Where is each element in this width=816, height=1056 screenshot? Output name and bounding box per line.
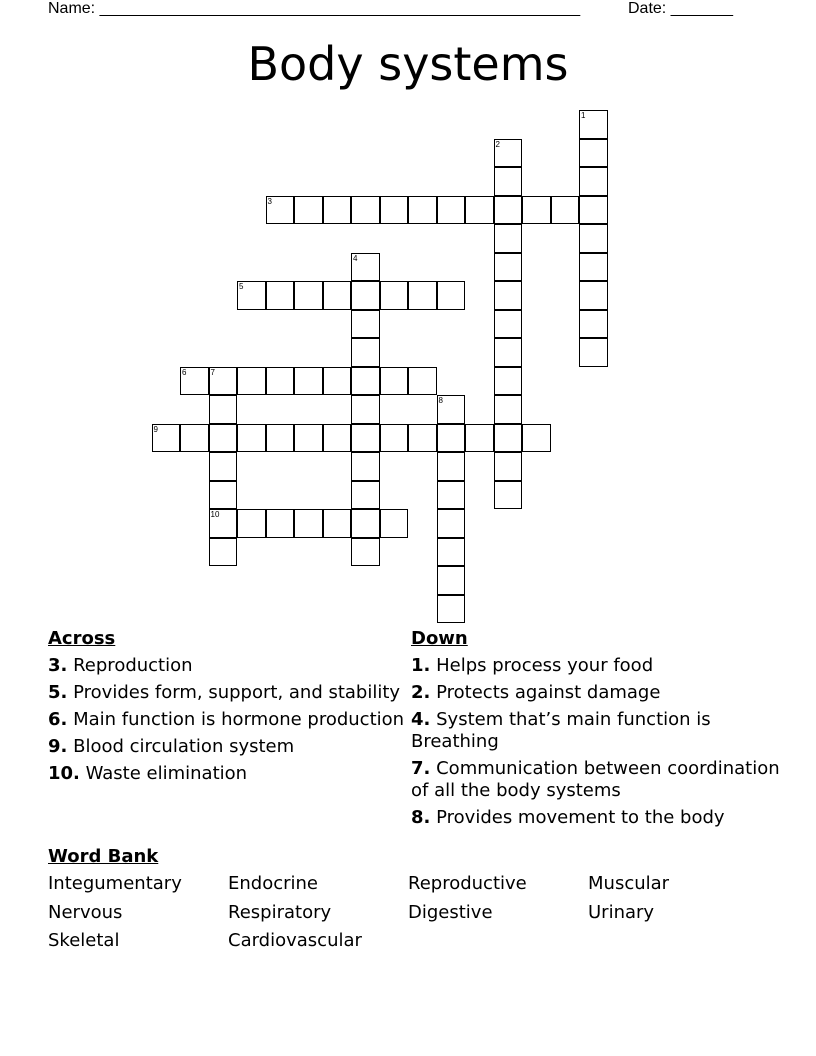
grid-cell[interactable] bbox=[209, 538, 238, 567]
grid-cell[interactable] bbox=[494, 310, 523, 339]
clue-text: Protects against damage bbox=[436, 682, 661, 703]
cell-number: 2 bbox=[495, 139, 500, 149]
grid-cell[interactable] bbox=[494, 367, 523, 396]
grid-cell[interactable] bbox=[437, 538, 466, 567]
name-field[interactable]: Name: ______________________________________________________ bbox=[48, 0, 581, 17]
clue-number: 10. bbox=[48, 763, 80, 784]
clue-text: Waste elimination bbox=[85, 763, 248, 784]
grid-cell[interactable] bbox=[294, 424, 323, 453]
grid-cell[interactable] bbox=[209, 509, 238, 538]
grid-cell[interactable] bbox=[351, 310, 380, 339]
clue-text: Reproduction bbox=[73, 655, 193, 676]
grid-cell[interactable] bbox=[494, 253, 523, 282]
cell-number: 5 bbox=[239, 282, 244, 291]
grid-cell[interactable] bbox=[180, 367, 209, 396]
clue-across-10 bbox=[48, 763, 408, 785]
grid-cell[interactable] bbox=[408, 196, 437, 225]
clue-text: Provides movement to the body bbox=[436, 807, 725, 828]
grid-cell[interactable] bbox=[494, 424, 523, 453]
clue-text: System that’s main function is Breathing bbox=[411, 709, 711, 752]
grid-cell[interactable] bbox=[579, 167, 608, 196]
clue-down-1 bbox=[411, 655, 781, 677]
grid-cell[interactable] bbox=[494, 196, 523, 225]
across-clues bbox=[48, 628, 408, 790]
grid-cell[interactable] bbox=[579, 253, 608, 282]
grid-cell[interactable] bbox=[209, 481, 238, 510]
cell-number: 7 bbox=[210, 367, 215, 377]
grid-cell[interactable] bbox=[494, 167, 523, 196]
word-bank-item: Digestive bbox=[408, 902, 493, 923]
cell-number: 8 bbox=[438, 396, 443, 405]
grid-cell[interactable] bbox=[437, 595, 466, 624]
clue-across-3 bbox=[48, 655, 408, 677]
grid-cell[interactable] bbox=[351, 253, 380, 282]
grid-cell[interactable] bbox=[579, 281, 608, 310]
grid-cell[interactable] bbox=[266, 281, 295, 310]
clue-text: Blood circulation system bbox=[73, 736, 295, 757]
clue-number: 2. bbox=[411, 682, 431, 703]
grid-cell[interactable] bbox=[437, 424, 466, 453]
clue-number: 5. bbox=[48, 682, 68, 703]
grid-cell[interactable] bbox=[351, 196, 380, 225]
word-bank-item: Reproductive bbox=[408, 873, 527, 894]
grid-cell[interactable] bbox=[323, 196, 352, 225]
grid-cell[interactable] bbox=[351, 481, 380, 510]
cell-number: 10 bbox=[210, 510, 220, 519]
clue-text: Main function is hormone production bbox=[73, 709, 405, 730]
grid-cell[interactable] bbox=[465, 196, 494, 225]
grid-cell[interactable] bbox=[380, 424, 409, 453]
grid-cell[interactable] bbox=[266, 509, 295, 538]
grid-cell[interactable] bbox=[408, 281, 437, 310]
clue-across-9 bbox=[48, 736, 408, 758]
word-bank-item: Nervous bbox=[48, 902, 123, 923]
grid-cell[interactable] bbox=[579, 310, 608, 339]
grid-cell[interactable] bbox=[437, 452, 466, 481]
grid-cell[interactable] bbox=[323, 367, 352, 396]
clue-text: Helps process your food bbox=[436, 655, 654, 676]
grid-cell[interactable] bbox=[494, 338, 523, 367]
grid-cell[interactable] bbox=[437, 509, 466, 538]
cell-number: 4 bbox=[353, 253, 358, 263]
grid-cell[interactable] bbox=[294, 367, 323, 396]
word-bank-item: Endocrine bbox=[228, 873, 318, 894]
grid-cell[interactable] bbox=[237, 367, 266, 396]
clue-number: 3. bbox=[48, 655, 68, 676]
cell-number: 9 bbox=[153, 424, 158, 434]
grid-cell[interactable] bbox=[294, 196, 323, 225]
grid-cell[interactable] bbox=[209, 424, 238, 453]
cell-number: 3 bbox=[267, 196, 272, 206]
grid-cell[interactable] bbox=[351, 367, 380, 396]
clue-number: 8. bbox=[411, 807, 431, 828]
date-field[interactable]: Date: _______ bbox=[628, 0, 733, 17]
grid-cell[interactable] bbox=[408, 424, 437, 453]
word-bank-item: Cardiovascular bbox=[228, 930, 362, 951]
clue-number: 1. bbox=[411, 655, 431, 676]
word-bank-item: Skeletal bbox=[48, 930, 120, 951]
grid-cell[interactable] bbox=[522, 424, 551, 453]
grid-cell[interactable] bbox=[237, 424, 266, 453]
grid-cell[interactable] bbox=[237, 509, 266, 538]
grid-cell[interactable] bbox=[437, 481, 466, 510]
grid-cell[interactable] bbox=[351, 538, 380, 567]
grid-cell[interactable] bbox=[522, 196, 551, 225]
grid-cell[interactable] bbox=[437, 395, 466, 424]
down-clues bbox=[411, 628, 781, 834]
grid-cell[interactable] bbox=[437, 196, 466, 225]
grid-cell[interactable] bbox=[380, 281, 409, 310]
cell-number: 6 bbox=[182, 367, 187, 377]
word-bank-item: Muscular bbox=[588, 873, 670, 894]
grid-cell[interactable] bbox=[266, 196, 295, 225]
grid-cell[interactable] bbox=[494, 281, 523, 310]
grid-cell[interactable] bbox=[323, 424, 352, 453]
grid-cell[interactable] bbox=[180, 424, 209, 453]
grid-cell[interactable] bbox=[437, 566, 466, 595]
grid-cell[interactable] bbox=[494, 395, 523, 424]
clue-number: 6. bbox=[48, 709, 68, 730]
grid-cell[interactable] bbox=[209, 395, 238, 424]
grid-cell[interactable] bbox=[437, 281, 466, 310]
clue-across-6 bbox=[48, 709, 408, 731]
grid-cell[interactable] bbox=[494, 139, 523, 168]
grid-cell[interactable] bbox=[380, 367, 409, 396]
grid-cell[interactable] bbox=[351, 338, 380, 367]
across-heading: Across bbox=[48, 628, 116, 649]
grid-cell[interactable] bbox=[351, 281, 380, 310]
grid-cell[interactable] bbox=[579, 338, 608, 367]
word-bank-item: Integumentary bbox=[48, 873, 182, 894]
grid-cell[interactable] bbox=[351, 424, 380, 453]
grid-cell[interactable] bbox=[323, 509, 352, 538]
grid-cell[interactable] bbox=[351, 452, 380, 481]
word-bank-item: Respiratory bbox=[228, 902, 332, 923]
grid-cell[interactable] bbox=[579, 139, 608, 168]
clue-down-4 bbox=[411, 709, 781, 753]
grid-cell[interactable] bbox=[494, 452, 523, 481]
grid-cell[interactable] bbox=[465, 424, 494, 453]
grid-cell[interactable] bbox=[294, 281, 323, 310]
clue-number: 4. bbox=[411, 709, 431, 730]
clue-down-2 bbox=[411, 682, 781, 704]
clue-text: Provides form, support, and stability bbox=[73, 682, 401, 703]
down-heading: Down bbox=[411, 628, 468, 649]
grid-cell[interactable] bbox=[579, 224, 608, 253]
grid-cell[interactable] bbox=[579, 196, 608, 225]
clue-across-5 bbox=[48, 682, 408, 704]
word-bank-heading: Word Bank bbox=[48, 846, 159, 867]
grid-cell[interactable] bbox=[551, 196, 580, 225]
clue-number: 9. bbox=[48, 736, 68, 757]
grid-cell[interactable] bbox=[266, 367, 295, 396]
grid-cell[interactable] bbox=[266, 424, 295, 453]
grid-cell[interactable] bbox=[494, 481, 523, 510]
grid-cell[interactable] bbox=[579, 110, 608, 139]
grid-cell[interactable] bbox=[408, 367, 437, 396]
grid-cell[interactable] bbox=[152, 424, 181, 453]
word-bank-item: Urinary bbox=[588, 902, 655, 923]
grid-cell[interactable] bbox=[237, 281, 266, 310]
cell-number: 1 bbox=[581, 111, 586, 120]
clue-number: 7. bbox=[411, 758, 431, 779]
grid-cell[interactable] bbox=[209, 367, 238, 396]
grid-cell[interactable] bbox=[294, 509, 323, 538]
grid-cell[interactable] bbox=[380, 509, 409, 538]
clue-text: Communication between coordination of all the body systems bbox=[411, 758, 780, 801]
grid-cell[interactable] bbox=[209, 452, 238, 481]
grid-cell[interactable] bbox=[351, 395, 380, 424]
grid-cell[interactable] bbox=[380, 196, 409, 225]
grid-cell[interactable] bbox=[494, 224, 523, 253]
clue-down-8 bbox=[411, 807, 781, 829]
clue-down-7 bbox=[411, 758, 781, 802]
grid-cell[interactable] bbox=[323, 281, 352, 310]
page-title: Body systems bbox=[247, 37, 569, 91]
grid-cell[interactable] bbox=[351, 509, 380, 538]
